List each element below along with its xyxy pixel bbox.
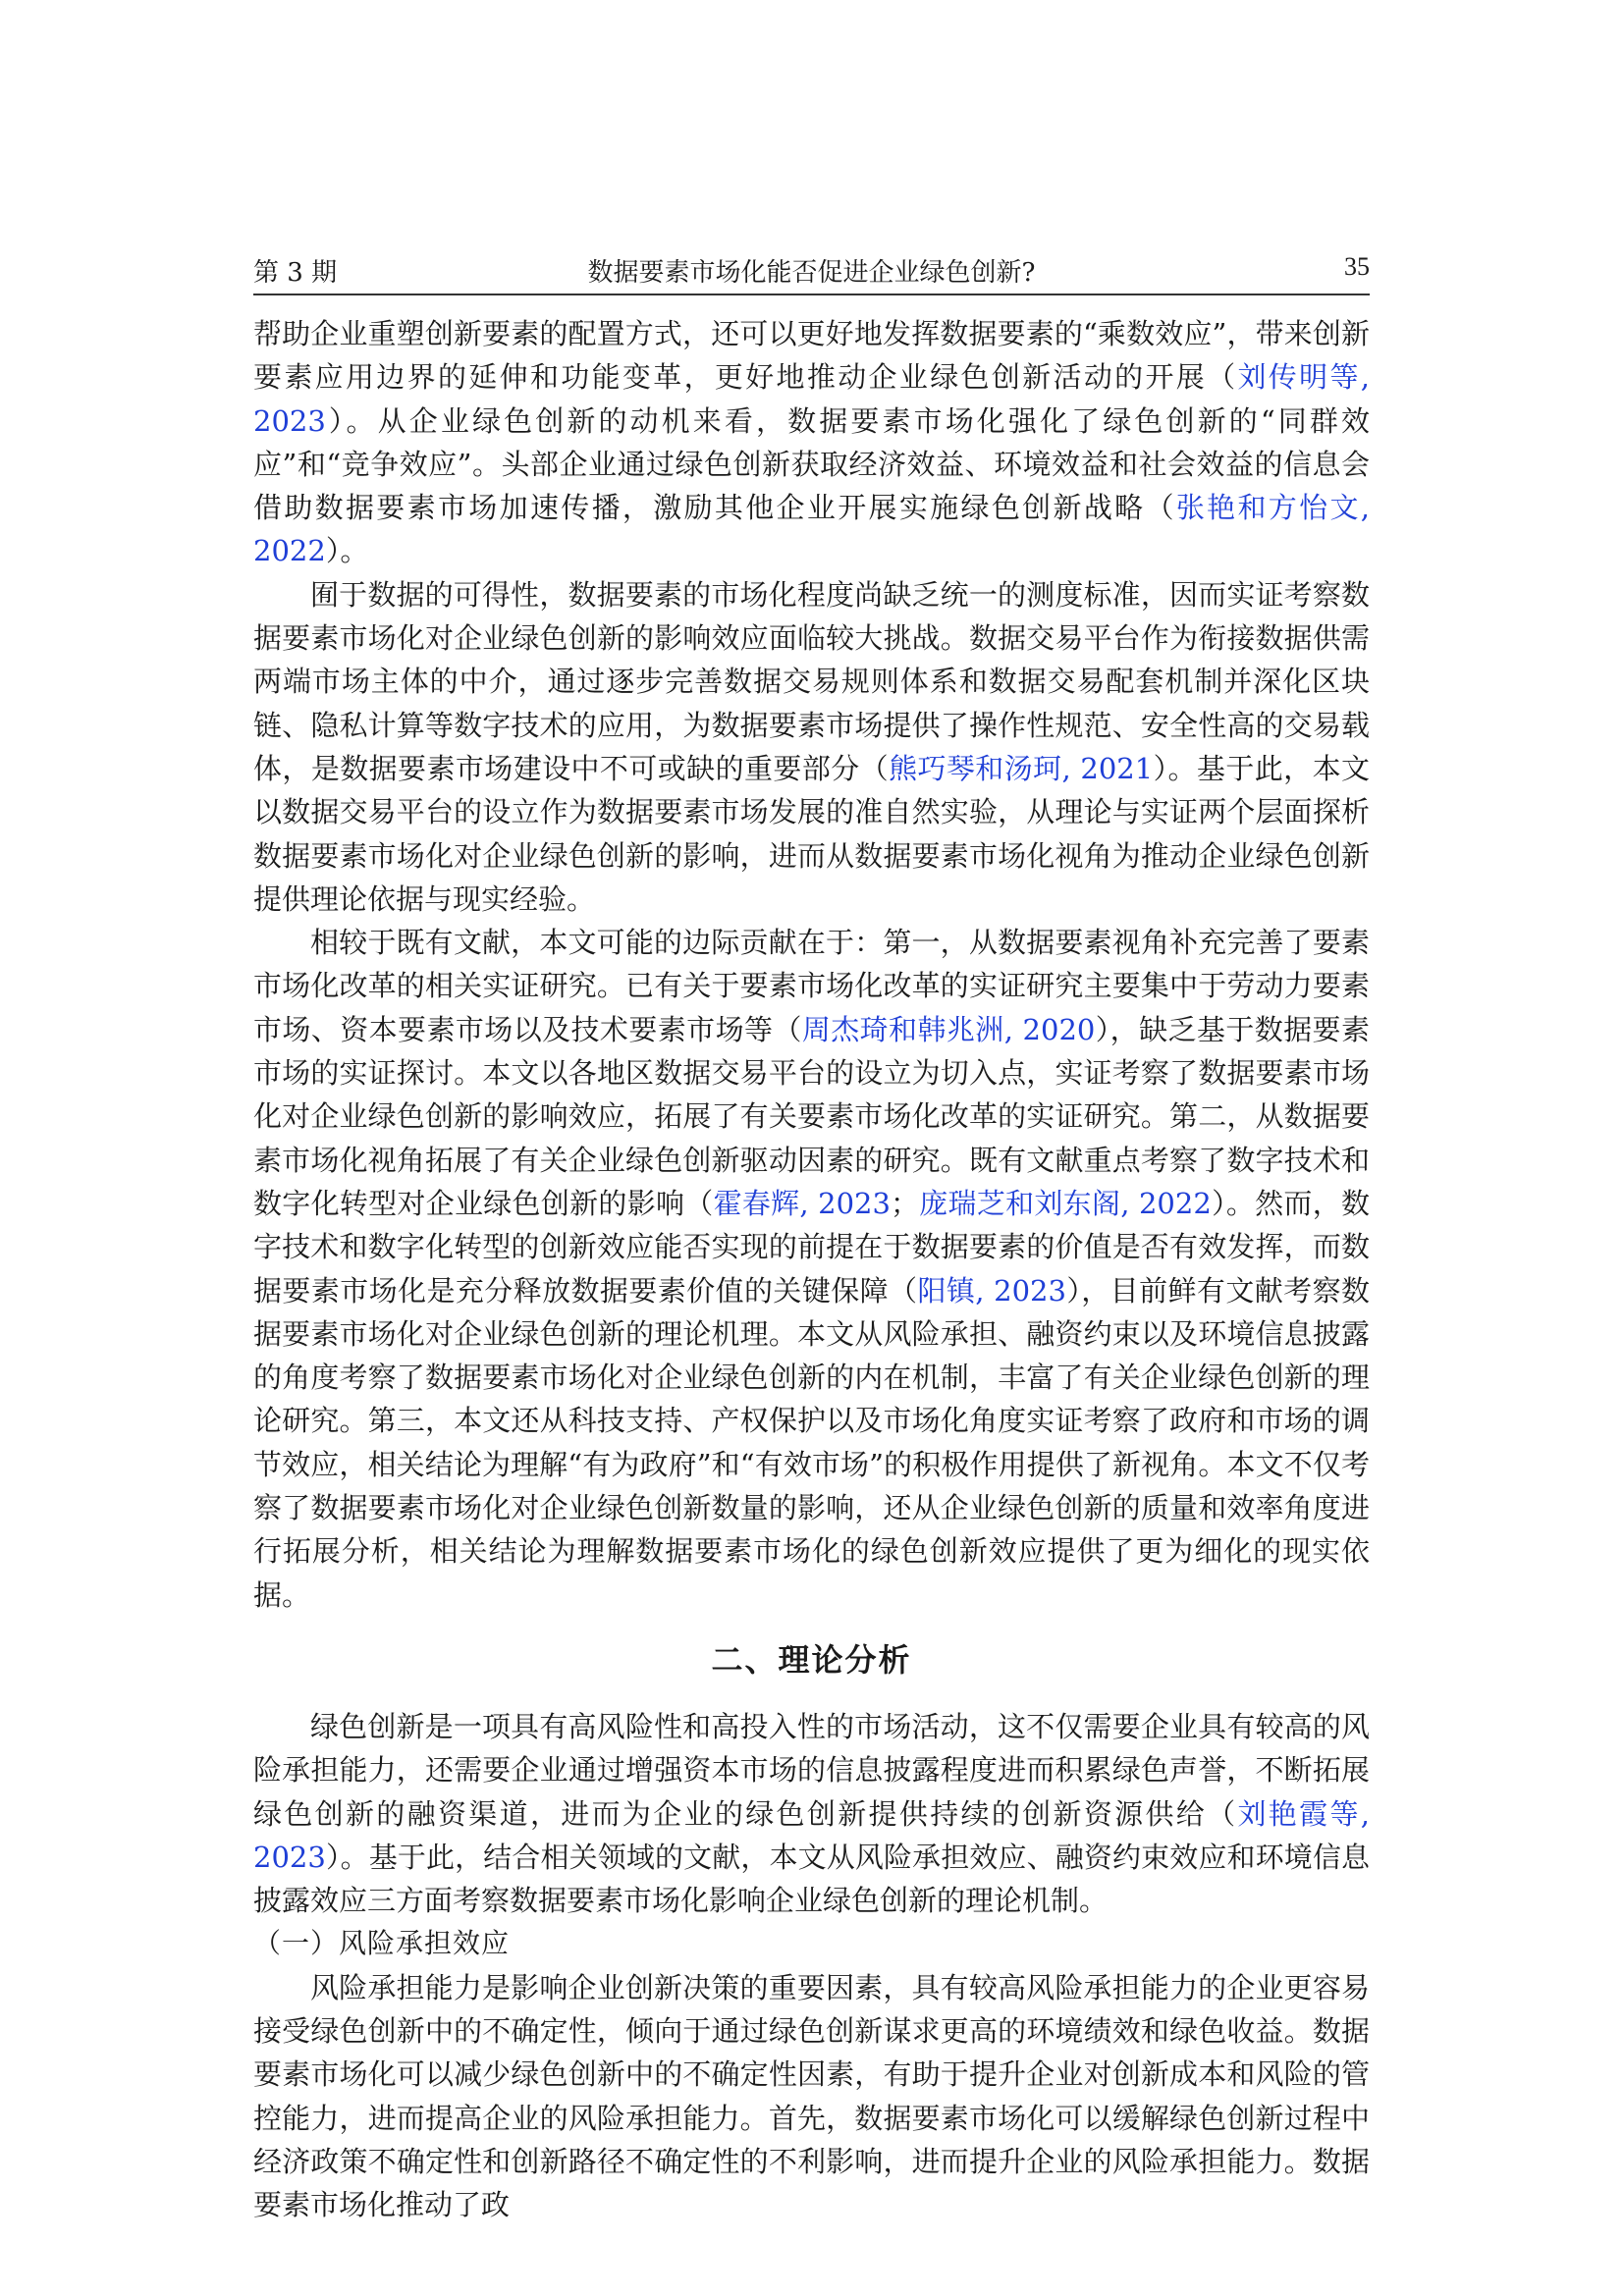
paragraph-5	[253, 1966, 1370, 2227]
running-header	[253, 250, 1370, 295]
text-run: 帮助企业重塑创新要素的配置方式，还可以更好地发挥数据要素的“乘数效应”，带来创新要素应用边界的延伸和功能变革，更好地推动企业绿色创新活动的开展（	[253, 317, 1370, 395]
citation-link[interactable]: 霍春辉, 2023	[713, 1186, 891, 1220]
citation-link[interactable]: 张艳和方怡文, 2022	[253, 491, 1370, 568]
paragraph-3	[253, 921, 1370, 1617]
citation-link[interactable]: 庞瑞芝和刘东阁, 2022	[918, 1186, 1212, 1220]
citation-link[interactable]: 刘传明等, 2023	[253, 360, 1370, 438]
text-run: ）。然而，数字技术和数字化转型的创新效应能否实现的前提在于数据要素的价值是否有效发挥，而数据要素市场化是充分释放数据要素价值的关键保障（	[253, 1186, 1370, 1308]
paragraph-4	[253, 1705, 1370, 1922]
text-run: ）。基于此，本文以数据交易平台的设立作为数据要素市场发展的准自然实验，从理论与实证两个层面探析数据要素市场化对企业绿色创新的影响，进而从数据要素市场化视角为推动企业绿色创新提供理论依据与现实经验。	[253, 751, 1370, 916]
paragraph-2	[253, 573, 1370, 921]
issue-number: 第 3 期	[253, 258, 338, 288]
citation-link[interactable]: 阳镇, 2023	[917, 1273, 1066, 1308]
text-run: 风险承担能力是影响企业创新决策的重要因素，具有较高风险承担能力的企业更容易接受绿色创新中的不确定性，倾向于通过绿色创新谋求更高的环境绩效和绿色收益。数据要素市场化可以减少绿色创新中的不确定性因素，有助于提升企业对创新成本和风险的管控能力，进而提高企业的风险承担能力。首先，数据要素市场化可以缓解绿色创新过程中经济政策不确定性和创新路径不确定性的不利影响，进而提升企业的风险承担能力。数据要素市场化推动了政	[253, 1970, 1370, 2222]
page-number: 35	[1344, 252, 1370, 281]
text-run: ）。基于此，结合相关领域的文献，本文从风险承担效应、融资约束效应和环境信息披露效应三方面考察数据要素市场化影响企业绿色创新的理论机制。	[253, 1840, 1370, 1918]
section-heading: 二、理论分析	[711, 1640, 912, 1679]
running-title: 数据要素市场化能否促进企业绿色创新?	[587, 258, 1036, 288]
citation-separator: ；	[890, 1186, 919, 1220]
text-run: ），目前鲜有文献考察数据要素市场化对企业绿色创新的理论机理。本文从风险承担、融资约束以及环境信息披露的角度考察了数据要素市场化对企业绿色创新的内在机制，丰富了有关企业绿色创新的理论研究。第三，本文还从科技支持、产权保护以及市场化角度实证考察了政府和市场的调节效应，相关结论为理解“有为政府”和“有效市场”的积极作用提供了新视角。本文不仅考察了数据要素市场化对企业绿色创新数量的影响，还从企业绿色创新的质量和效率角度进行拓展分析，相关结论为理解数据要素市场化的绿色创新效应提供了更为细化的现实依据。	[253, 1273, 1370, 1612]
text-run: 囿于数据的可得性，数据要素的市场化程度尚缺乏统一的测度标准，因而实证考察数据要素市场化对企业绿色创新的影响效应面临较大挑战。数据交易平台作为衔接数据供需两端市场主体的中介，通过逐步完善数据交易规则体系和数据交易配套机制并深化区块链、隐私计算等数字技术的应用，为数据要素市场提供了操作性规范、安全性高的交易载体，是数据要素市场建设中不可或缺的重要部分（	[253, 577, 1370, 785]
subsection-heading: （一）风险承担效应	[253, 1927, 511, 1960]
text-run: ）。从企业绿色创新的动机来看，数据要素市场化强化了绿色创新的“同群效应”和“竞争效应”。头部企业通过绿色创新获取经济效益、环境效益和社会效益的信息会借助数据要素市场加速传播，激励其他企业开展实施绿色创新战略（	[253, 403, 1370, 525]
citation-link[interactable]: 熊巧琴和汤珂, 2021	[889, 751, 1154, 785]
text-run: 相较于既有文献，本文可能的边际贡献在于：第一，从数据要素视角补充完善了要素市场化改革的相关实证研究。已有关于要素市场化改革的实证研究主要集中于劳动力要素市场、资本要素市场以及技术要素市场等（	[253, 926, 1370, 1046]
text-run: ）。	[325, 534, 369, 568]
citation-link[interactable]: 周杰琦和韩兆洲, 2020	[801, 1012, 1096, 1046]
text-run: ），缺乏基于数据要素市场的实证探讨。本文以各地区数据交易平台的设立为切入点，实证考察了数据要素市场化对企业绿色创新的影响效应，拓展了有关要素市场化改革的实证研究。第二，从数据要素市场化视角拓展了有关企业绿色创新驱动因素的研究。既有文献重点考察了数字技术和数字化转型对企业绿色创新的影响（	[253, 1012, 1370, 1220]
text-run: 绿色创新是一项具有高风险性和高投入性的市场活动，这不仅需要企业具有较高的风险承担能力，还需要企业通过增强资本市场的信息披露程度进而积累绿色声誉，不断拓展绿色创新的融资渠道，进而为企业的绿色创新提供持续的创新资源供给（	[253, 1709, 1370, 1831]
paragraph-1	[253, 312, 1370, 573]
article-body	[253, 312, 1370, 2226]
citation-link[interactable]: 刘艳霞等, 2023	[253, 1796, 1370, 1874]
